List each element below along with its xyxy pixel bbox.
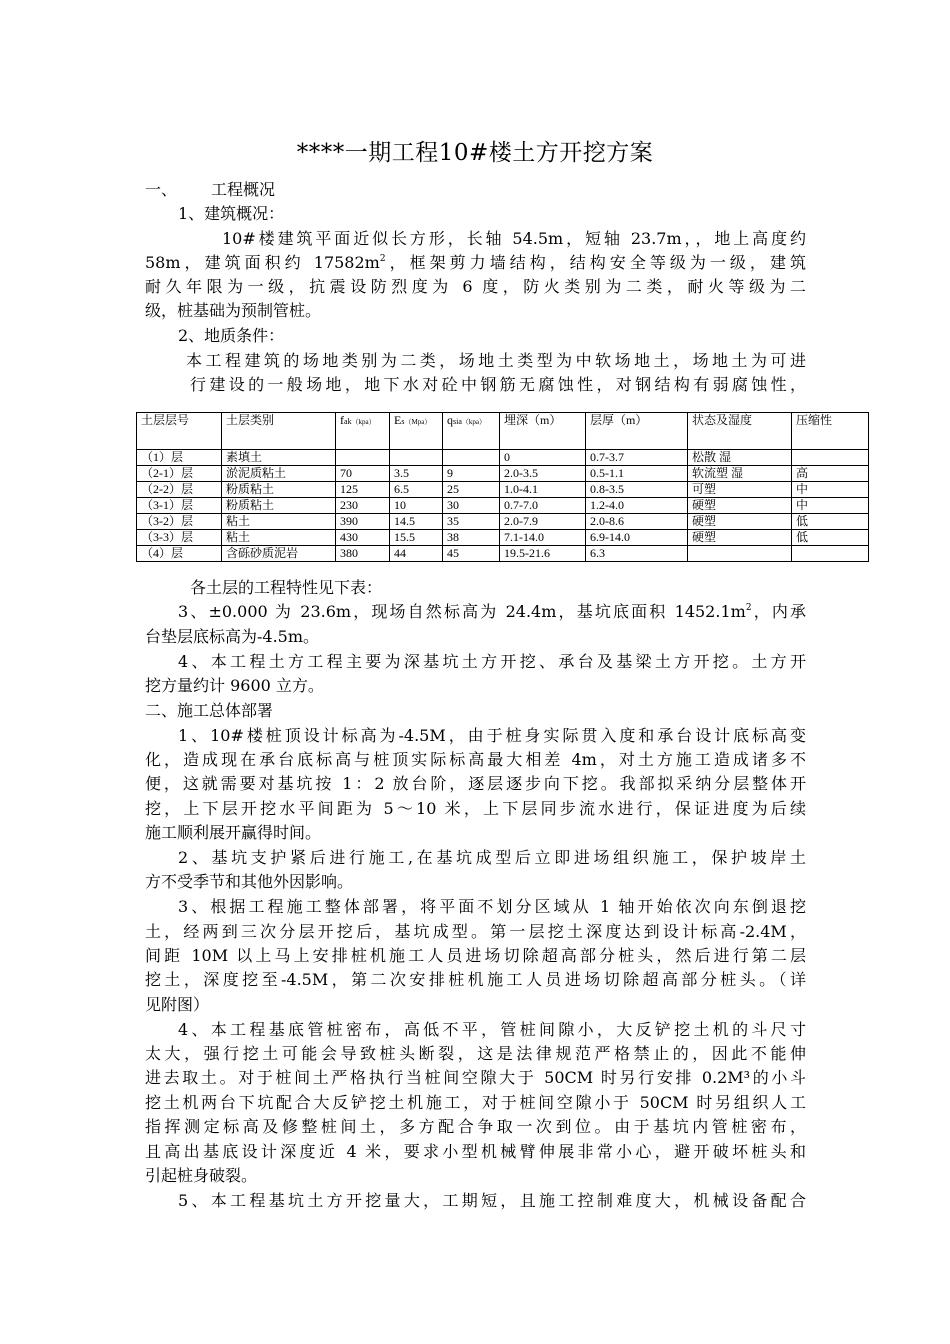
table-cell: 素填土 <box>222 450 336 466</box>
table-cell: 0.5-1.1 <box>586 466 688 482</box>
table-cell: 粘土 <box>222 514 336 530</box>
paragraph-line: 便，这就需要对基坑按 1：2 放台阶，逐层逐步向下挖。我部拟采纳分层整体开 <box>145 774 806 793</box>
table-cell: 0 <box>500 450 586 466</box>
table-cell: 38 <box>443 530 500 546</box>
table-cell: （3-3）层 <box>137 530 222 546</box>
table-cell: （3-2）层 <box>137 514 222 530</box>
table-cell: 3.5 <box>390 466 443 482</box>
header-es: Es（Mpa） <box>390 413 443 450</box>
table-cell: 中 <box>792 498 869 514</box>
item3-line: 3、±0.000 为 23.6m，现场自然标高为 24.4m，基坑底面积 $1452.1m^2$，内承 <box>178 602 806 621</box>
table-cell <box>336 450 390 466</box>
table-row <box>137 466 869 482</box>
table-cell <box>390 450 443 466</box>
table-cell: 0.8-3.5 <box>586 482 688 498</box>
table-cell: 松散 湿 <box>688 450 792 466</box>
table-cell: 粘土 <box>222 530 336 546</box>
header-layer-type: 土层类别 <box>222 413 336 450</box>
paragraph-line: 间距 10M 以上马上安排桩机施工人员进场切除超高部分桩头，然后进行第二层 <box>145 946 806 965</box>
paragraph-line: 进去取土。对于桩间土严格执行当桩间空隙大于 50CM 时另行安排 0.2M³的小斗 <box>145 1068 806 1087</box>
table-cell: 30 <box>443 498 500 514</box>
header-layer-number: 土层层号 <box>137 413 222 450</box>
header-state: 状态及湿度 <box>688 413 792 450</box>
paragraph-line: 太大，强行挖土可能会导致桩头断裂，这是法律规范严格禁止的，因此不能伸 <box>145 1044 806 1063</box>
table-cell: （2-2）层 <box>137 482 222 498</box>
table-cell: 软流塑 湿 <box>688 466 792 482</box>
table-cell: 硬塑 <box>688 514 792 530</box>
table-row <box>137 530 869 546</box>
header-depth: 埋深（m） <box>500 413 586 450</box>
document-title: ****一期工程10#楼土方开挖方案 <box>296 140 654 166</box>
table-header-row <box>137 413 869 450</box>
header-fak: fak（kpa） <box>336 413 390 450</box>
table-cell: 2.0-8.6 <box>586 514 688 530</box>
table-cell: 19.5-21.6 <box>500 546 586 562</box>
paragraph-line: 方不受季节和其他外因影响。 <box>145 872 354 891</box>
table-cell: 390 <box>336 514 390 530</box>
overview-line: 58m，建筑面积约 $17582m^2$，框架剪力墙结构，结构安全等级为一级，建筑 <box>145 253 806 272</box>
table-cell <box>792 450 869 466</box>
table-cell: 9 <box>443 466 500 482</box>
overview-line: 10#楼建筑平面近似长方形，长轴 54.5m，短轴 23.7m，，地上高度约 <box>222 229 806 248</box>
table-cell: 低 <box>792 530 869 546</box>
paragraph-line: 2、基坑支护紧后进行施工,在基坑成型后立即进场组织施工，保护坡岸土 <box>178 848 806 867</box>
table-cell: 35 <box>443 514 500 530</box>
table-cell: 0.7-7.0 <box>500 498 586 514</box>
table-row <box>137 498 869 514</box>
paragraph-line: 3、根据工程施工整体部署，将平面不划分区域从 1 轴开始依次向东倒退挖 <box>178 897 806 916</box>
section1-heading: 工程概况 <box>211 180 276 199</box>
table-cell: 2.0-3.5 <box>500 466 586 482</box>
table-cell: （3-1）层 <box>137 498 222 514</box>
paragraph-line: 见附图） <box>145 995 210 1014</box>
paragraph-line: 指挥测定标高及修整桩间土，多方配合争取一次到位。由于基坑内管桩密布， <box>145 1117 806 1136</box>
table-cell: 25 <box>443 482 500 498</box>
table-cell: 1.2-4.0 <box>586 498 688 514</box>
table-row <box>137 450 869 466</box>
paragraph-line: 4、本工程基底管桩密布，高低不平，管桩间隙小，大反铲挖土机的斗尺寸 <box>178 1020 806 1039</box>
paragraph-line: 且高出基底设计深度近 4 米，要求小型机械臂伸展非常小心，避开破坏桩头和 <box>145 1142 806 1161</box>
paragraph-line: 施工顺利展开赢得时间。 <box>145 823 322 842</box>
table-cell: 2.0-7.9 <box>500 514 586 530</box>
header-compressibility: 压缩性 <box>792 413 869 450</box>
header-thickness: 层厚（m） <box>586 413 688 450</box>
table-cell: （4）层 <box>137 546 222 562</box>
table-cell: 硬塑 <box>688 530 792 546</box>
table-cell: 粉质粘土 <box>222 482 336 498</box>
table-cell: 230 <box>336 498 390 514</box>
paragraph-line: 化，造成现在承台底标高与桩顶实际标高最大相差 4m，对土方施工造成诸多不 <box>145 750 806 769</box>
table-cell: 含砾砂质泥岩 <box>222 546 336 562</box>
table-cell: 10 <box>390 498 443 514</box>
table-cell: 可塑 <box>688 482 792 498</box>
table-cell: 44 <box>390 546 443 562</box>
table-cell: 7.1-14.0 <box>500 530 586 546</box>
table-cell: 15.5 <box>390 530 443 546</box>
table-cell <box>443 450 500 466</box>
paragraph-line: 1、10#楼桩顶设计标高为-4.5M，由于桩身实际贯入度和承台设计底标高变 <box>178 726 806 745</box>
paragraph-line: 挖，上下层开挖水平间距为 5～10 米，上下层同步流水进行，保证进度为后续 <box>145 799 806 818</box>
paragraph-line: 挖土机两台下坑配合大反铲挖土机施工，对于桩间空隙小于 50CM 时另组织人工 <box>145 1093 806 1112</box>
table-row <box>137 514 869 530</box>
paragraph-line: 引起桩身破裂。 <box>145 1166 258 1185</box>
table-cell: 70 <box>336 466 390 482</box>
item4-line: 4、本工程土方工程主要为深基坑土方开挖、承台及基梁土方开挖。土方开 <box>178 652 806 671</box>
table-cell: 380 <box>336 546 390 562</box>
section1-number: 一、 <box>145 180 178 199</box>
table-cell: （1）层 <box>137 450 222 466</box>
paragraph-line: 5、本工程基坑土方开挖量大，工期短，且施工控制难度大，机械设备配合 <box>178 1191 806 1210</box>
table-cell: 淤泥质粘土 <box>222 466 336 482</box>
table-cell: 0.7-3.7 <box>586 450 688 466</box>
table-cell: 粉质粘土 <box>222 498 336 514</box>
table-cell: 430 <box>336 530 390 546</box>
soil-layer-table <box>136 412 869 562</box>
table-cell: 中 <box>792 482 869 498</box>
table-cell <box>792 546 869 562</box>
item3-line: 台垫层底标高为-4.5m。 <box>145 627 320 646</box>
table-row <box>137 482 869 498</box>
table-cell: 1.0-4.1 <box>500 482 586 498</box>
section2-heading: 二、施工总体部署 <box>145 701 274 720</box>
table-cell: 6.5 <box>390 482 443 498</box>
table-cell: （2-1）层 <box>137 466 222 482</box>
table-cell: 6.3 <box>586 546 688 562</box>
table-cell: 45 <box>443 546 500 562</box>
table-cell: 低 <box>792 514 869 530</box>
overview-line: 级，桩基础为预制管桩。 <box>145 301 322 320</box>
geology-line: 行建设的一般场地，地下水对砼中钢筋无腐蚀性，对钢结构有弱腐蚀性， <box>190 375 806 394</box>
table-cell: 14.5 <box>390 514 443 530</box>
overview-heading: 1、建筑概况： <box>178 204 285 223</box>
geology-line: 本工程建筑的场地类别为二类，场地土类型为中软场地土，场地土为可进 <box>186 351 806 370</box>
table-cell: 高 <box>792 466 869 482</box>
geology-heading: 2、地质条件： <box>178 326 285 345</box>
table-cell <box>688 546 792 562</box>
header-qsia: qsia（kpa） <box>443 413 500 450</box>
table-cell: 6.9-14.0 <box>586 530 688 546</box>
paragraph-line: 挖土，深度挖至-4.5M，第二次安排桩机施工人员进场切除超高部分桩头。（详 <box>145 970 806 989</box>
paragraph-line: 土，经两到三次分层开挖后，基坑成型。第一层挖土深度达到设计标高-2.4M， <box>145 922 806 941</box>
overview-line: 耐久年限为一级，抗震设防烈度为 6 度，防火类别为二类，耐火等级为二 <box>145 277 806 296</box>
table-row <box>137 546 869 562</box>
table-note: 各土层的工程特性见下表： <box>190 578 383 597</box>
item4-line: 挖方量约计 9600 立方。 <box>145 676 324 695</box>
table-cell: 硬塑 <box>688 498 792 514</box>
table-cell: 125 <box>336 482 390 498</box>
